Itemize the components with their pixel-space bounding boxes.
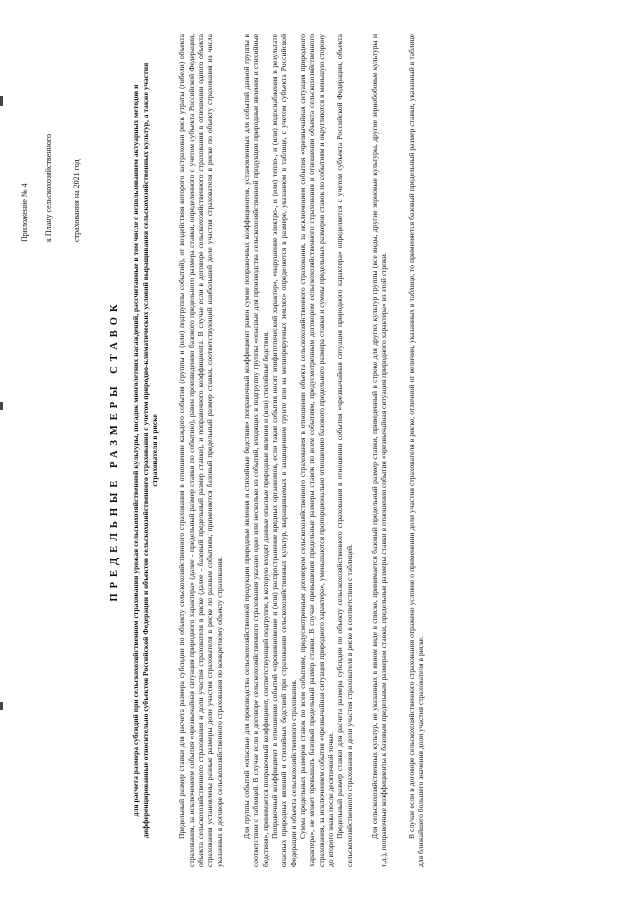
paragraph-block-2 xyxy=(242,34,354,867)
appendix-line-1: к Плану сельскохозяйственного xyxy=(44,134,53,242)
paragraph-3: Поправочный коэффициент в отношении событий «проникновение и (или) распространение вредных организмов, если такие события носят эпифитотический характер», «нарушение электро-, и (или) тепло-, и (или) водоснабжения в результате опасных природных явлений и стихийных бедствий при страховании сельскохозяйственных культур, выращиваемых в защищенном грунте или на мелиорируемых землях» определяется в размере, указанном в таблице, с учетом субъекта Российской Федерации и объекта сельскохозяйственного страхования. xyxy=(269,34,298,867)
paragraph-2: Для группы событий «опасные для производства сельскохозяйственной продукции природные явления и стихийные бедствия» поправочный коэффициент равен сумме поправочных коэффициентов, установленных для событий данной группы в соответствии с таблицей. В случае если в договоре сельскохозяйственного страхования указано одно или несколько из событий, входящих в подгруппу группы «опасные для производства сельскохозяйственной продукции природные явления и стихийные бедствия», принимается поправочный коэффициент, соответствующий подгруппе, в которую входят данные опасные природные явления и (или) стихийные бедствия. xyxy=(241,34,270,867)
paragraph-1: Предельный размер ставки для расчета размера субсидии по объекту сельскохозяйственного страхования в отношении каждого события (группы и (или) подгруппы событий), от воздействия которого застрахован риск утраты (гибели) объекта страхования, за исключением события «чрезвычайная ситуация природного характера» (далее - предельный размер ставки по событию), равен произведению базового предельного размера ставки, определенного с учетом субъекта Российской Федерации, объекта сельскохозяйственного страхования и доли участия страхователя в риске (далее - базовый предельный размер ставки), и поправочного коэффициента. В случае если в договоре сельскохозяйственного страхования в отношении одного объекта страхования установлены разные размеры доли участия страхователя в риске по разным событиям, применяется базовый предельный размер ставки, соответствующий наибольшей доле участия страхователя в риске по объекту страхования из числа указанных в договоре сельскохозяйственного страхования по конкретному объекту страхования. xyxy=(177,34,224,867)
appendix-header xyxy=(20,52,82,242)
paragraph-7: В случае если в договоре сельскохозяйственного страхования отражено условие о применении доли участия страхователя в риске, отличной от величин, указанных в таблице, то применяется базовый предельный размер ставки, указанный в таблице для ближайшего большего значения доли участия страхователя в риске. xyxy=(406,34,426,867)
appendix-line-2: страхования на 2021 год xyxy=(72,159,81,242)
paragraph-6: Для сельскохозяйственных культур, не указанных в явном виде в списке, принимается базовый предельный размер ставки, приведенный в строке для других культур группы (все виды, другие зерновые культуры, другие зернобобовые культуры и т.д.), поправочные коэффициенты к базовым предельным размерам ставки, предельные размеры ставки в отношении события «чрезвычайная ситуация природного характера» из этой строки. xyxy=(370,34,389,867)
appendix-number: Приложение № 4 xyxy=(20,183,29,242)
paragraph-5: Предельный размер ставки для расчета размера субсидии по объекту сельскохозяйственного страхования в отношении события «чрезвычайная ситуация природного характера» определяется с учетом субъекта Российской Федерации, объекта сельскохозяйственного страхования и доли участия страхователя в риске в соответствии с таблицей. xyxy=(335,34,354,867)
document-title: ПРЕДЕЛЬНЫЕ РАЗМЕРЫ СТАВОК xyxy=(109,299,120,602)
paragraph-4: Сумма предельных размеров ставок по всем событиям, предусмотренным договором сельскохозяйственного страхования в отношении объекта сельскохозяйственного страхования, за исключением события «чрезвычайная ситуация природного характера», не может превышать базовый предельный размер ставки. В случае превышения предельные размеры ставок по всем событиям, предусмотренным договором сельскохозяйственного страхования в отношении объекта сельскохозяйственного страхования, за исключением события «чрезвычайная ситуация природного характера», уменьшаются пропорционально отношению базового предельного размера ставки и суммы предельных размеров ставок по событиям и округляются в меньшую сторону до второго знака после десятичной точки. xyxy=(298,34,336,867)
document-subtitle: для расчета размера субсидий при сельскохозяйственном страховании урожая сельскохозяйственной культуры, посадок многолетних насаждений, рассчитанные в том числе с использованием актуарных методов и дифференцированные относительно субъектов Российской Федерации и объектов сельскохозяйственного страхования с учетом природно-климатических условий выращивания сельскохозяйственных культур, а также участия страхователя в риске xyxy=(131,62,159,839)
